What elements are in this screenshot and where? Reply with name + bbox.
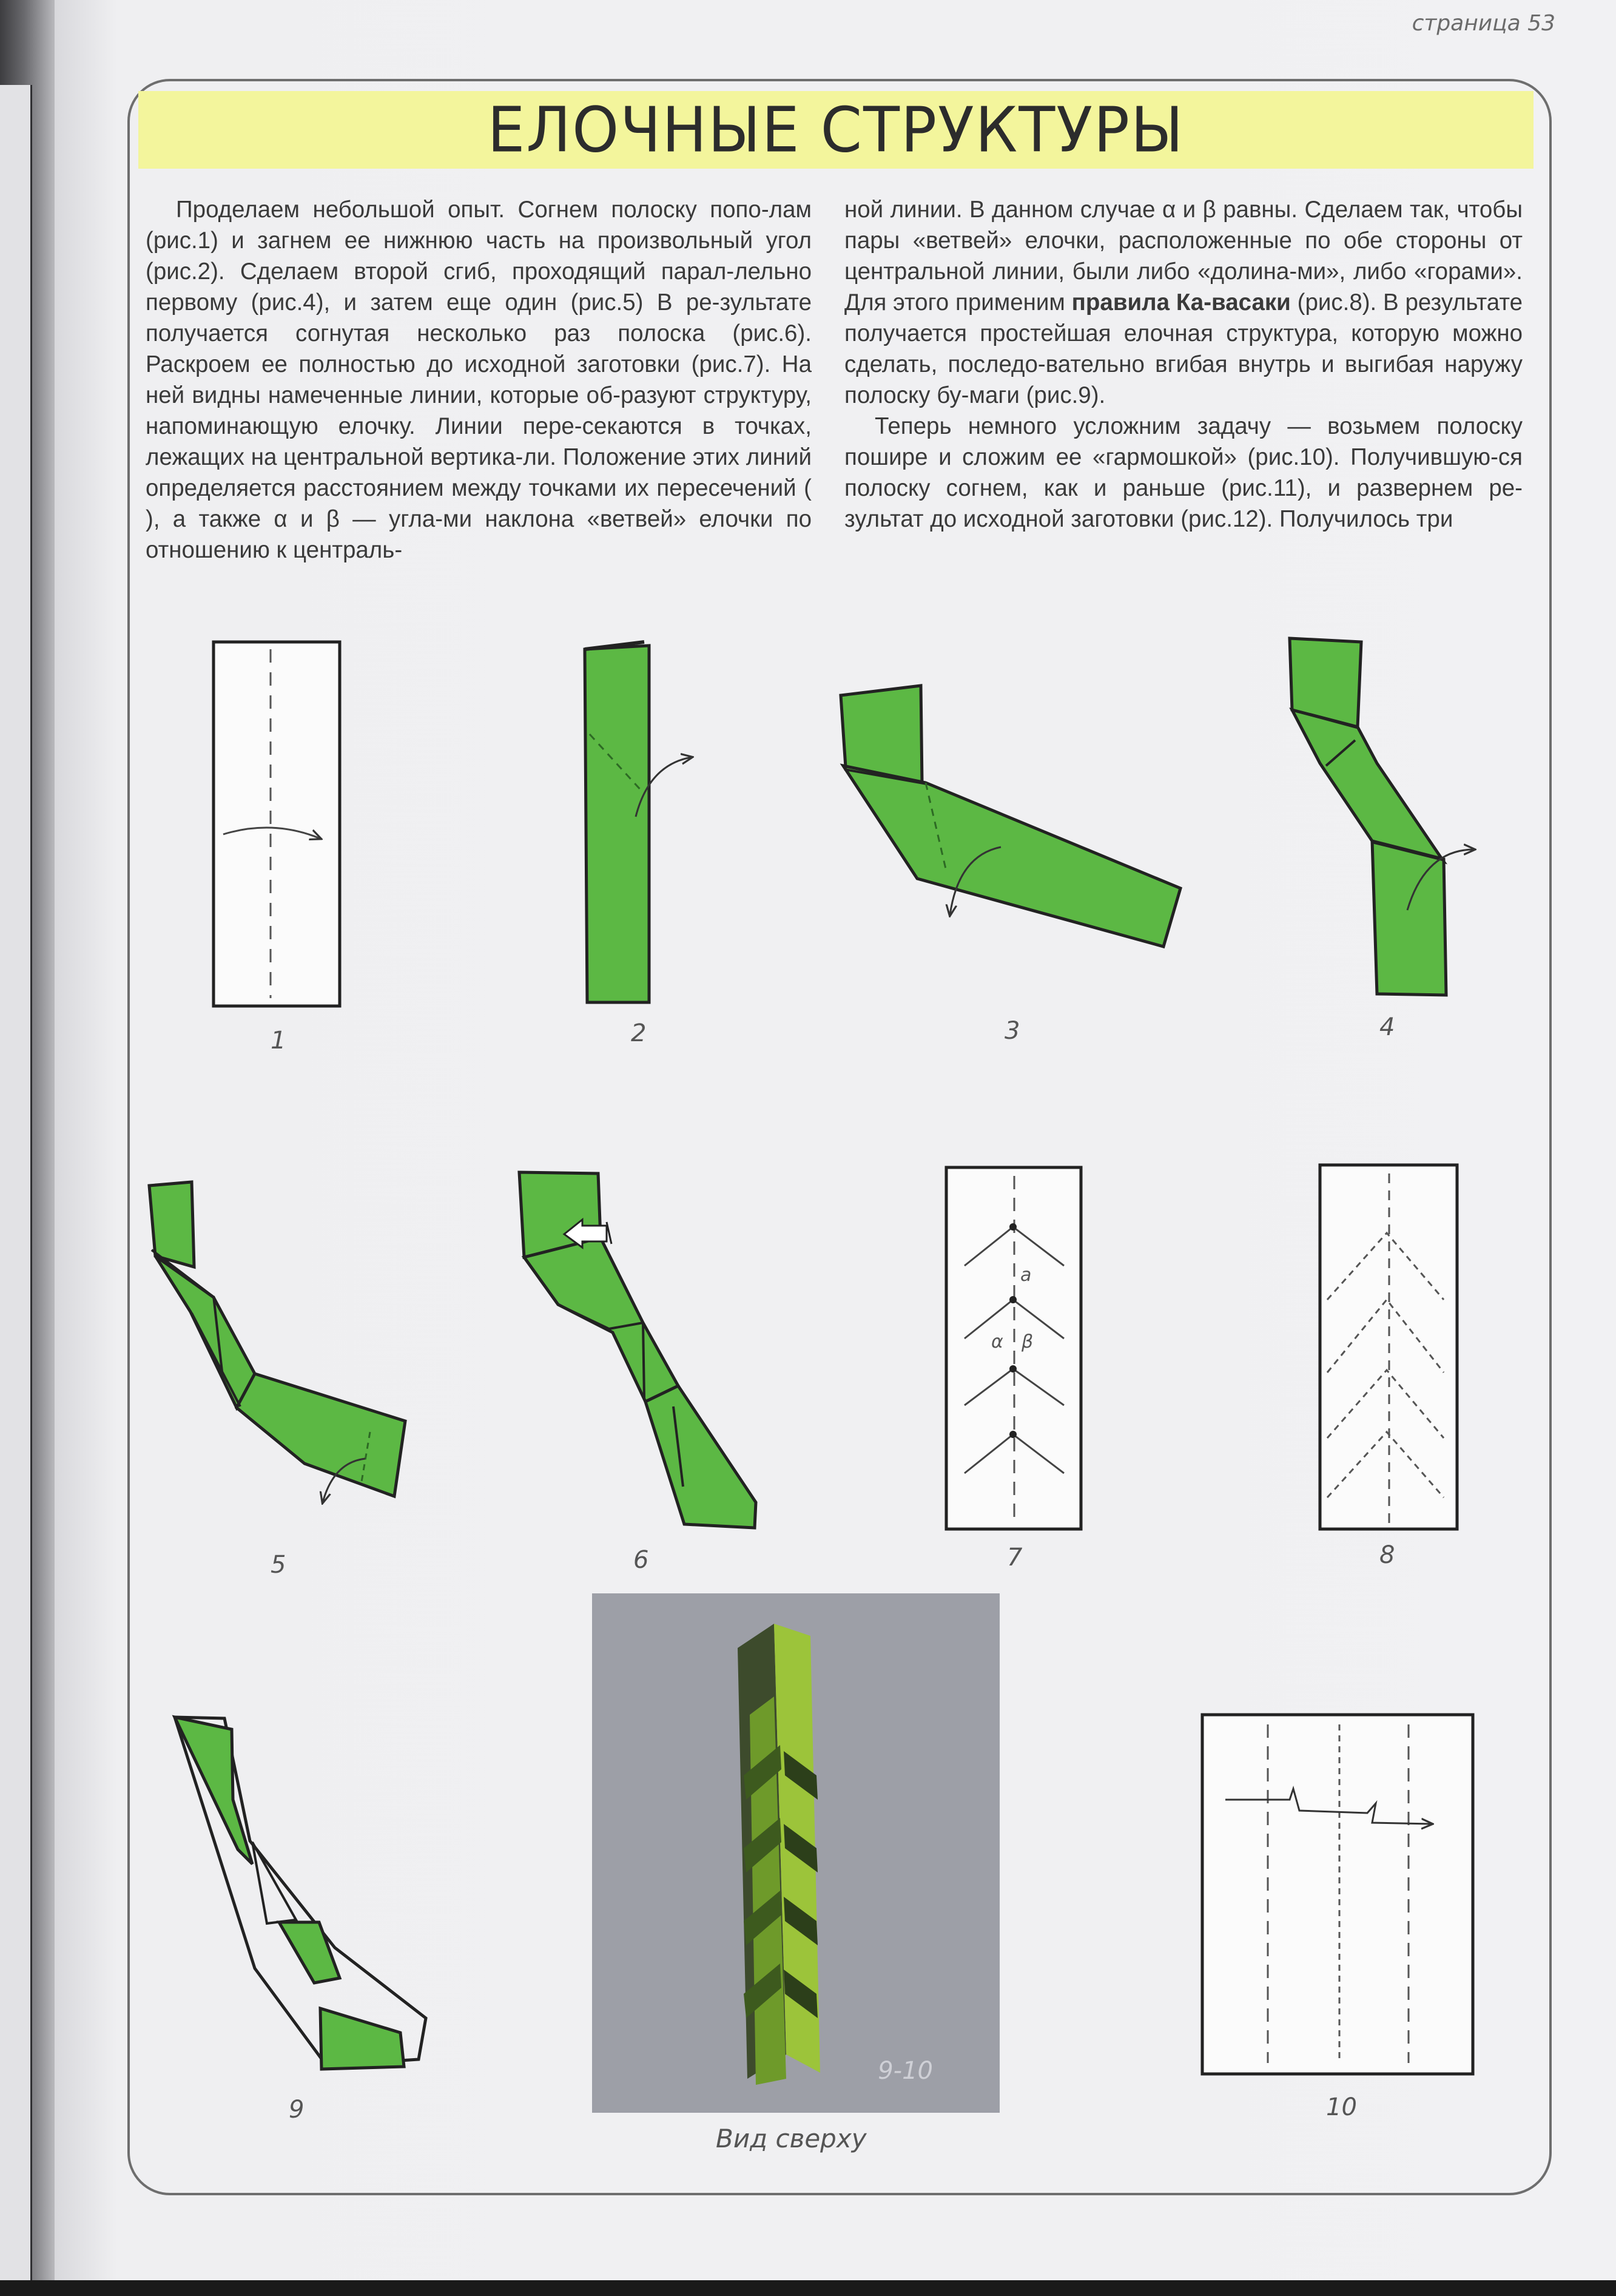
figure-2-diagram	[585, 642, 692, 1002]
paragraph: Теперь немного усложним задачу — возьмем полоску пошире и сложим ее «гармошкой» (рис.10). Получившую-ся полоску согнем, как и раньше (рис.11), и развернем ре-зультат до исходной заготовки (рис.12). Получилось три	[844, 413, 1523, 532]
figure-4-diagram	[1290, 638, 1474, 995]
fig7-mark-alpha: α	[991, 1331, 1003, 1352]
figure-10-diagram	[1202, 1715, 1473, 2074]
page-number: страница 53	[1412, 11, 1555, 36]
text-run: (рис.8). В результате получается простейшая елочная структура, которую можно сделать, последо-вательно вгибая внутрь и выгибая наружу полоску бу-маги (рис.9).	[844, 289, 1523, 408]
figure-label-3: 3	[1005, 1017, 1020, 1045]
figure-7-diagram	[946, 1167, 1081, 1529]
photo-number-label: 9-10	[878, 2057, 933, 2085]
page-title: ЕЛОЧНЫЕ СТРУКТУРЫ	[487, 94, 1185, 167]
figure-label-2: 2	[631, 1019, 647, 1047]
figure-label-4: 4	[1379, 1013, 1395, 1041]
bold-term: правила Ка-васаки	[1071, 289, 1291, 316]
figure-8-diagram	[1320, 1165, 1457, 1529]
folded-strip-photo	[592, 1593, 1000, 2113]
figure-label-1: 1	[271, 1027, 286, 1055]
fig7-mark-a: a	[1020, 1264, 1032, 1286]
figure-label-6: 6	[633, 1546, 649, 1574]
photo-illustration	[592, 1593, 1000, 2113]
figure-label-9: 9	[289, 2096, 305, 2124]
figure-5-diagram	[149, 1182, 405, 1502]
figure-label-10: 10	[1326, 2093, 1357, 2121]
scan-bottom-edge	[0, 2280, 1616, 2296]
figure-3-diagram	[841, 686, 1180, 947]
paragraph: Проделаем небольшой опыт. Согнем полоску попо-лам (рис.1) и загнем ее нижнюю часть на произвольный угол (рис.2). Сделаем второй сгиб, проходящий парал-лельно первому (рис.4), и затем еще один (рис.5) В ре-зультате получается согнутая несколько раз полоска (рис.6). Раскроем ее полностью до исходной заготовки (рис.7). На ней видны намеченные линии, которые об-разуют структуру, напоминающую елочку. Линии пере-секаются в точках, лежащих на центральной вертика-ли. Положение этих линий определяется расстоянием между точками их пересечений ( ), а также α и β — угла-ми наклона «ветвей» елочки по отношению к централь-	[146, 197, 812, 563]
figure-label-7: 7	[1007, 1544, 1023, 1572]
text-run: ной линии. В данном случае α и β равны. Сделаем так, чтобы пары «ветвей» елочки, расположенные по обе стороны от центральной линии, были либо «долина-ми», либо «горами». Для этого применим	[844, 197, 1523, 316]
figure-6-diagram	[519, 1172, 756, 1528]
figure-label-5: 5	[271, 1551, 286, 1579]
figure-label-8: 8	[1379, 1541, 1395, 1569]
figure-1-diagram	[214, 642, 340, 1006]
fig7-mark-beta: β	[1022, 1331, 1034, 1352]
figure-9-diagram	[175, 1717, 426, 2069]
photo-caption: Вид сверху	[716, 2124, 867, 2153]
